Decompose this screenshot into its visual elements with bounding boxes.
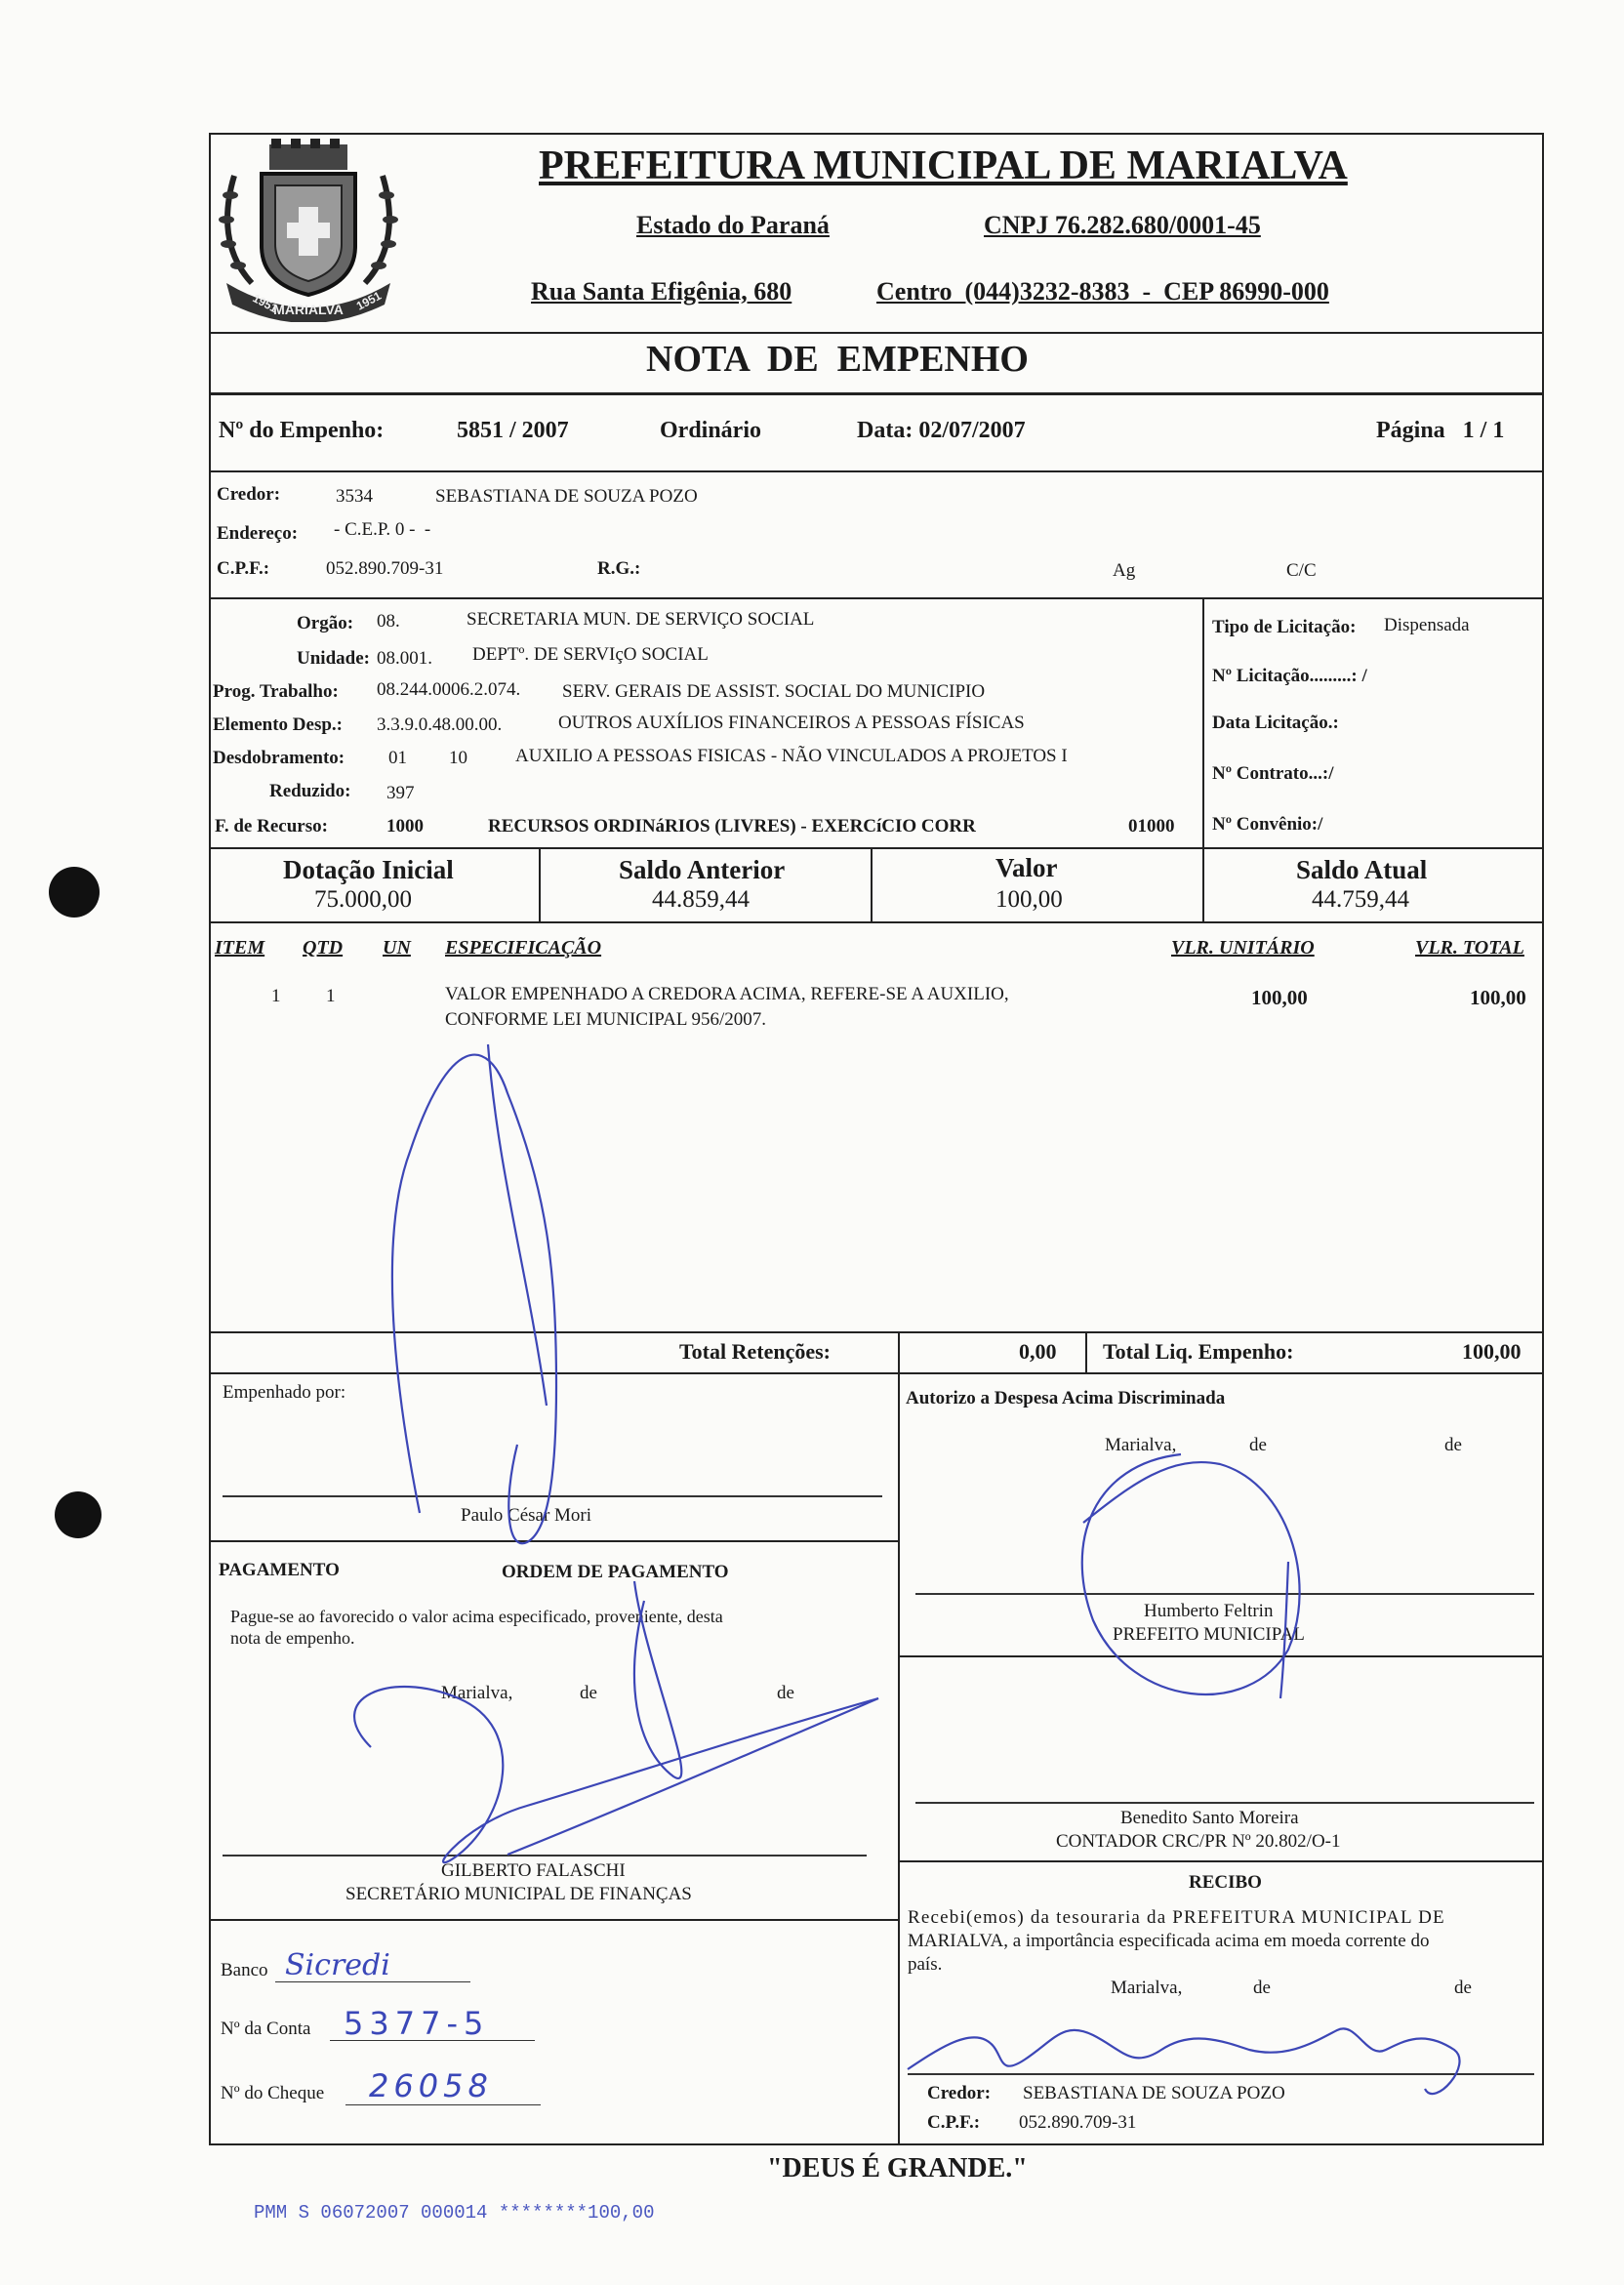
recibo-de-1: de — [1253, 1978, 1271, 1998]
saldo-anterior-label: Saldo Anterior — [619, 855, 786, 884]
cc-label: C/C — [1286, 560, 1317, 581]
signature-prefeito-loop — [1082, 1454, 1300, 1694]
banco-field[interactable]: Sicredi — [285, 1948, 390, 1982]
pagamento-city: Marialva, — [441, 1683, 513, 1703]
recibo-credor-nome: SEBASTIANA DE SOUZA POZO — [1023, 2083, 1285, 2103]
footer-motto: "DEUS É GRANDE." — [767, 2153, 1028, 2183]
pagamento-label: PAGAMENTO — [219, 1560, 340, 1580]
credor-label: Credor: — [217, 484, 281, 505]
document-title: NOTA DE EMPENHO — [646, 339, 1029, 380]
conta-field[interactable]: 5377-5 — [344, 2005, 490, 2042]
pagamento-de-1: de — [580, 1683, 597, 1703]
unidade-code: 08.001. — [377, 648, 432, 669]
prog-name: SERV. GERAIS DE ASSIST. SOCIAL DO MUNICIPIO — [562, 681, 986, 702]
valor-value: 100,00 — [995, 886, 1063, 913]
payment-stamp: PMM S 06072007 000014 ********100,00 — [254, 2202, 655, 2224]
ordem-pagamento-label: ORDEM DE PAGAMENTO — [502, 1562, 729, 1582]
recibo-texto-1: Recebi(emos) da tesouraria da PREFEITURA MUNICIPAL DE — [908, 1907, 1445, 1928]
contador-cargo: CONTADOR CRC/PR Nº 20.802/O-1 — [1056, 1831, 1341, 1852]
unidade-name: DEPTº. DE SERVIçO SOCIAL — [472, 644, 709, 665]
pagamento-texto-2: nota de empenho. — [230, 1628, 355, 1648]
prog-code: 08.244.0006.2.074. — [377, 679, 521, 700]
prog-label: Prog. Trabalho: — [213, 681, 339, 702]
endereco-value: - C.E.P. 0 - - — [334, 519, 431, 540]
svg-text:1951: 1951 — [353, 288, 384, 313]
recibo-city: Marialva, — [1111, 1978, 1183, 1998]
recibo-cpf-value: 052.890.709-31 — [1019, 2112, 1137, 2133]
item-espec-line2: CONFORME LEI MUNICIPAL 956/2007. — [445, 1009, 767, 1030]
desdobramento-label: Desdobramento: — [213, 748, 345, 768]
secretario-nome: GILBERTO FALASCHI — [441, 1860, 626, 1881]
cheque-field[interactable]: 26058 — [369, 2067, 493, 2104]
total-liquido-value: 100,00 — [1462, 1339, 1522, 1364]
dotacao-label: Dotação Inicial — [283, 855, 454, 884]
empenho-date: Data: 02/07/2007 — [857, 418, 1026, 443]
signature-secretario-loop — [634, 1581, 681, 1778]
cpf-value: 052.890.709-31 — [326, 558, 444, 579]
cheque-label: Nº do Cheque — [221, 2083, 325, 2103]
empenho-label: Nº do Empenho: — [219, 418, 385, 443]
col-un: UN — [383, 937, 411, 959]
recibo-texto-3: país. — [908, 1954, 943, 1975]
signature-empenho-loop — [392, 1055, 556, 1544]
item-qtd: 1 — [326, 986, 336, 1006]
empenhado-por-label: Empenhado por: — [223, 1382, 346, 1403]
recurso-code: 1000 — [386, 816, 424, 836]
orgao-label: Orgão: — [297, 613, 354, 633]
svg-text:MARIALVA: MARIALVA — [273, 302, 344, 317]
item-vlr-total: 100,00 — [1470, 986, 1526, 1009]
desdobramento-b: 10 — [449, 748, 467, 768]
autorizo-de-2: de — [1444, 1435, 1462, 1455]
header-title: PREFEITURA MUNICIPAL DE MARIALVA — [539, 143, 1348, 188]
elemento-name: OUTROS AUXÍLIOS FINANCEIROS A PESSOAS FÍSICAS — [558, 713, 1025, 733]
banco-label: Banco — [221, 1960, 268, 1980]
autorizo-label: Autorizo a Despesa Acima Discriminada — [906, 1388, 1226, 1408]
signature-recibo — [908, 2028, 1460, 2094]
signature-secretario-stroke — [354, 1687, 878, 1862]
col-especificacao: ESPECIFICAÇÃO — [445, 937, 602, 959]
total-retencoes-label: Total Retenções: — [679, 1339, 831, 1364]
recurso-name: RECURSOS ORDINáRIOS (LIVRES) - EXERCíCIO CORR — [488, 816, 976, 836]
total-liquido-label: Total Liq. Empenho: — [1103, 1339, 1294, 1364]
convenio-number: Nº Convênio:/ — [1212, 814, 1323, 835]
rg-label: R.G.: — [597, 558, 641, 579]
desdobramento-name: AUXILIO A PESSOAS FISICAS - NÃO VINCULADOS A PROJETOS I — [515, 746, 1068, 766]
tipo-licitacao-label: Tipo de Licitação: — [1212, 617, 1357, 637]
item-espec-line1: VALOR EMPENHADO A CREDORA ACIMA, REFERE-SE A AUXILIO, — [445, 984, 1009, 1004]
autorizo-de-1: de — [1249, 1435, 1267, 1455]
autorizo-city: Marialva, — [1105, 1435, 1177, 1455]
credor-code: 3534 — [336, 486, 373, 507]
licitacao-date: Data Licitação.: — [1212, 713, 1339, 733]
licitacao-number: Nº Licitação.........: / — [1212, 666, 1367, 686]
valor-label: Valor — [995, 853, 1058, 882]
col-qtd: QTD — [303, 937, 344, 959]
dotacao-value: 75.000,00 — [314, 886, 412, 913]
svg-text:1951: 1951 — [250, 291, 280, 316]
recibo-cpf-label: C.P.F.: — [927, 2112, 981, 2133]
recurso-code2: 01000 — [1128, 816, 1175, 836]
pagamento-texto-1: Pague-se ao favorecido o valor acima especificado, proveniente, desta — [230, 1607, 723, 1626]
punch-hole-top — [49, 867, 100, 918]
header-contact: Centro (044)3232-8383 - CEP 86990-000 — [876, 277, 1329, 306]
recibo-credor-label: Credor: — [927, 2083, 992, 2103]
saldo-anterior-value: 44.859,44 — [652, 886, 750, 913]
total-retencoes-value: 0,00 — [1019, 1339, 1057, 1364]
endereco-label: Endereço: — [217, 523, 299, 544]
recurso-label: F. de Recurso: — [215, 816, 328, 836]
prefeito-cargo: PREFEITO MUNICIPAL — [1113, 1624, 1305, 1645]
elemento-label: Elemento Desp.: — [213, 714, 343, 735]
recibo-texto-2: MARIALVA, a importância especificada acima em moeda corrente do — [908, 1931, 1430, 1951]
credor-name: SEBASTIANA DE SOUZA POZO — [435, 486, 698, 507]
elemento-code: 3.3.9.0.48.00.00. — [377, 714, 503, 735]
punch-hole-bottom — [55, 1491, 102, 1538]
signature-empenho-stroke — [488, 1044, 547, 1406]
col-vlr-total: VLR. TOTAL — [1415, 937, 1524, 959]
signature-secretario-tail — [508, 1698, 878, 1855]
empenho-page: Página 1 / 1 — [1376, 418, 1505, 443]
cpf-label: C.P.F.: — [217, 558, 270, 579]
saldo-atual-label: Saldo Atual — [1296, 855, 1428, 884]
signature-prefeito-stroke — [1280, 1562, 1288, 1698]
pagamento-de-2: de — [777, 1683, 794, 1703]
header-state: Estado do Paraná — [636, 211, 830, 239]
contrato-number: Nº Contrato...:/ — [1212, 763, 1334, 784]
item-vlr-unitario: 100,00 — [1251, 986, 1308, 1009]
col-vlr-unitario: VLR. UNITÁRIO — [1171, 937, 1315, 959]
ag-label: Ag — [1113, 560, 1136, 581]
item-number: 1 — [271, 986, 281, 1006]
secretario-cargo: SECRETÁRIO MUNICIPAL DE FINANÇAS — [345, 1884, 692, 1904]
header-address: Rua Santa Efigênia, 680 — [531, 277, 792, 306]
empenho-number: 5851 / 2007 — [457, 418, 569, 443]
contador-nome: Benedito Santo Moreira — [1120, 1808, 1299, 1828]
recibo-label: RECIBO — [1189, 1872, 1262, 1893]
saldo-atual-value: 44.759,44 — [1312, 886, 1409, 913]
header-cnpj: CNPJ 76.282.680/0001-45 — [984, 211, 1261, 239]
conta-label: Nº da Conta — [221, 2019, 311, 2039]
prefeito-nome: Humberto Feltrin — [1144, 1601, 1274, 1621]
tipo-licitacao-value: Dispensada — [1384, 615, 1470, 635]
col-item: ITEM — [215, 937, 265, 959]
empenhado-nome: Paulo César Mori — [461, 1505, 592, 1526]
orgao-name: SECRETARIA MUN. DE SERVIÇO SOCIAL — [467, 609, 815, 630]
recibo-de-2: de — [1454, 1978, 1472, 1998]
orgao-code: 08. — [377, 611, 400, 632]
reduzido-value: 397 — [386, 783, 415, 803]
unidade-label: Unidade: — [297, 648, 370, 669]
empenho-type: Ordinário — [660, 418, 762, 443]
reduzido-label: Reduzido: — [269, 781, 351, 801]
desdobramento-a: 01 — [388, 748, 407, 768]
